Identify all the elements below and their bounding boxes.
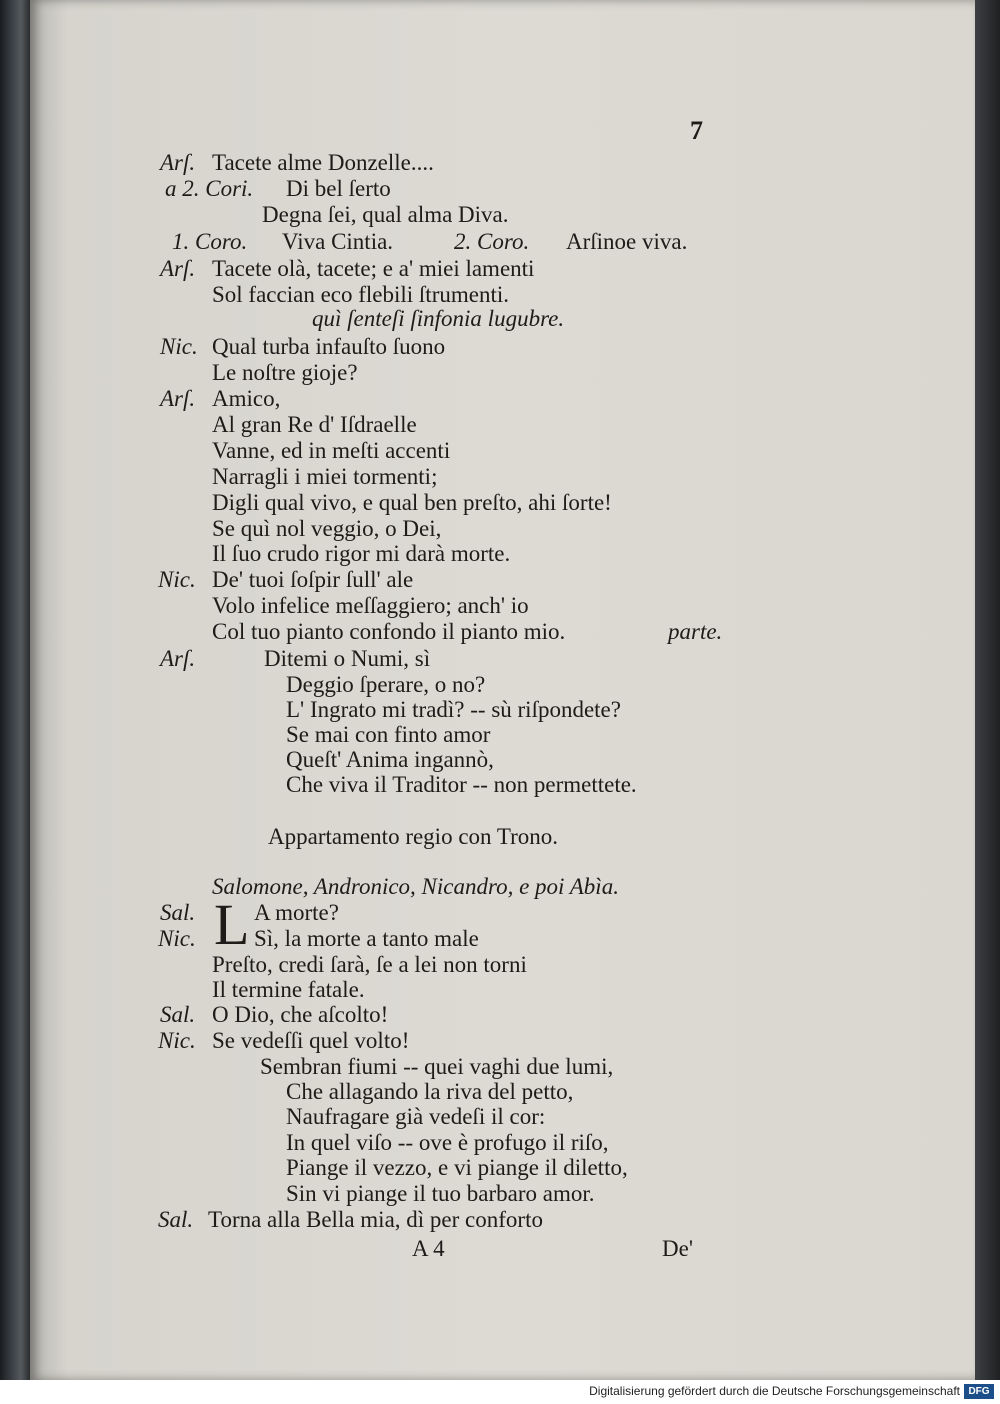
verse-line: Sin vi piange il tuo barbaro amor. — [286, 1181, 595, 1206]
scene-heading: Appartamento regio con Trono. — [268, 824, 559, 849]
speaker: Nic. — [160, 334, 198, 359]
speaker: Sal. — [160, 900, 196, 925]
speaker: Arſ. — [160, 256, 196, 281]
verse-line: Col tuo pianto confondo il pianto mio. — [212, 619, 566, 644]
book-binding — [0, 0, 30, 1380]
verse-line: Di bel ſerto — [286, 176, 391, 201]
speaker: Nic. — [158, 926, 196, 951]
book-page — [30, 0, 975, 1380]
verse-line: Che allagando la riva del petto, — [286, 1079, 574, 1104]
verse-line: Volo infelice meſſaggiero; anch' io — [212, 593, 529, 618]
verse-line: A morte? — [254, 900, 339, 925]
verse-line: De' tuoi ſoſpir ſull' ale — [212, 567, 414, 592]
page-number: 7 — [690, 116, 703, 145]
verse-line: Sembran fiumi -- quei vaghi due lumi, — [260, 1054, 614, 1079]
speaker: Sal. — [158, 1207, 194, 1232]
verse-line: Il ſuo crudo rigor mi darà morte. — [212, 541, 511, 566]
verse-line: L' Ingrato mi tradì? -- sù riſpondete? — [286, 697, 621, 722]
verse-line: O Dio, che aſcolto! — [212, 1002, 389, 1027]
drop-cap: L — [214, 892, 250, 957]
scene-characters: Salomone, Andronico, Nicandro, e poi Abìa. — [212, 874, 619, 899]
stage-direction: parte. — [668, 619, 723, 644]
verse-line: Tacete olà, tacete; e a' miei lamenti — [212, 256, 535, 281]
verse-line: Se mai con finto amor — [286, 722, 491, 747]
verse-line: Qual turba infauſto ſuono — [212, 334, 446, 359]
verse-line: Sol faccian eco flebili ſtrumenti. — [212, 282, 509, 307]
verse-line: In quel viſo -- ove è profugo il riſo, — [286, 1130, 609, 1155]
dfg-logo: DFG — [964, 1384, 994, 1399]
verse-line: Preſto, credi ſarà, ſe a lei non torni — [212, 952, 527, 977]
verse-line: Le noſtre gioje? — [212, 360, 358, 385]
verse-line: Torna alla Bella mia, dì per conforto — [208, 1207, 543, 1232]
verse-line: Amico, — [212, 386, 281, 411]
verse-line: Arſinoe viva. — [566, 229, 688, 254]
speaker: a 2. Cori. — [165, 176, 254, 201]
speaker: Arſ. — [160, 646, 196, 671]
verse-line: Piange il vezzo, e vi piange il diletto, — [286, 1155, 628, 1180]
verse-line: Che viva il Traditor -- non permettete. — [286, 772, 637, 797]
speaker: Arſ. — [160, 386, 196, 411]
speaker: 2. Coro. — [454, 229, 530, 254]
verse-line: Vanne, ed in meſti accenti — [212, 438, 451, 463]
verse-line: Tacete alme Donzelle.... — [212, 150, 434, 175]
speaker: Nic. — [158, 1028, 196, 1053]
stage-direction: quì ſenteſi ſinfonia lugubre. — [312, 306, 565, 331]
speaker: Sal. — [160, 1002, 196, 1027]
verse-line: Deggio ſperare, o no? — [286, 672, 486, 697]
verse-line: Al gran Re d' Iſdraelle — [212, 412, 417, 437]
verse-line: Queſt' Anima ingannò, — [286, 747, 494, 772]
funding-credit: Digitalisierung gefördert durch die Deutsche Forschungsgemeinschaft — [589, 1384, 960, 1398]
verse-line: Degna ſei, qual alma Diva. — [262, 202, 509, 227]
verse-line: Se quì nol veggio, o Dei, — [212, 516, 442, 541]
digitization-footer — [0, 1380, 1000, 1404]
page-edge — [975, 0, 1000, 1380]
signature-mark: A 4 — [412, 1236, 445, 1261]
verse-line: Narragli i miei tormenti; — [212, 464, 438, 489]
verse-line: Sì, la morte a tanto male — [254, 926, 479, 951]
verse-line: Se vedeſſi quel volto! — [212, 1028, 410, 1053]
speaker: Arſ. — [160, 150, 196, 175]
verse-line: Naufragare già vedeſi il cor: — [286, 1104, 546, 1129]
verse-line: Il termine fatale. — [212, 977, 365, 1002]
verse-line: Viva Cintia. — [282, 229, 394, 254]
verse-line: Digli qual vivo, e qual ben preſto, ahi ſorte! — [212, 490, 612, 515]
speaker: 1. Coro. — [172, 229, 248, 254]
catchword: De' — [662, 1236, 693, 1261]
verse-line: Ditemi o Numi, sì — [264, 646, 431, 671]
speaker: Nic. — [158, 567, 196, 592]
